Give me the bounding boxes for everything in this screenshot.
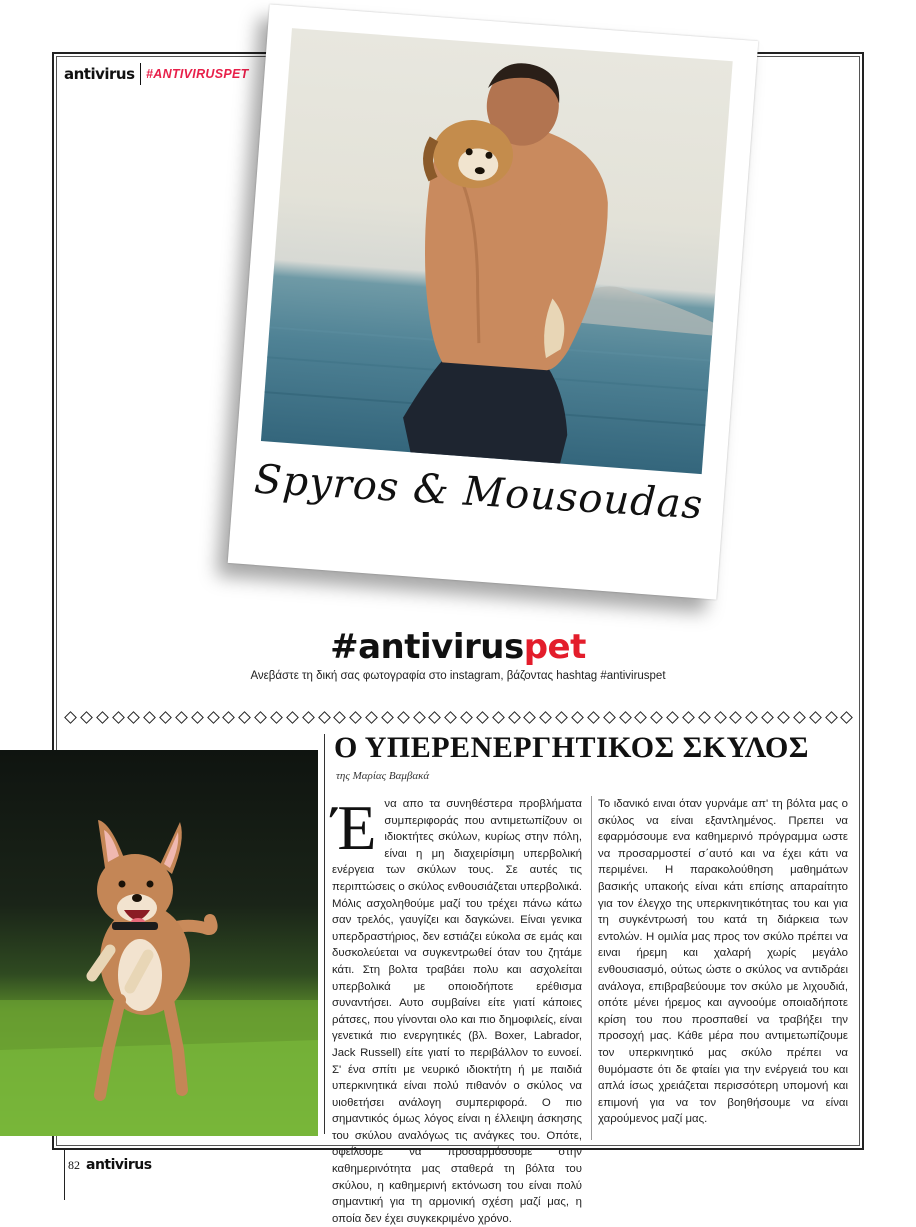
diamond-ornament xyxy=(809,711,822,724)
article-left-rule xyxy=(324,734,325,1134)
man-holding-dog-photo xyxy=(261,28,733,474)
footer-rule xyxy=(64,1150,65,1200)
diamond-ornament xyxy=(207,711,220,724)
article-column-2-text: Το ιδανικό ειναι όταν γυρνάμε απ' τη βόλτα μας ο σκύλος να είναι εξαντλημένος. Πρεπει να εφαρμόσουμε ενα καθημερινό πρόγραμμα ωστε να προσαρμοστεί σ΄αυτό και να έχει κάτι να περιμένει. Η παρακολούθηση μαθημάτων βασικής υπακοής είναι κάτι επίσης απαραίτητο για τον έλεγχο της υπερκινητικότητας του και για τη συγκέντρωσή του κατά τη διάρκεια των εντολών. Η ομιλία μας προς τον σκύλο πρέπει να ειναι ήρεμη και χαλαρή χωρίς μεγάλο ενθουσιασμό, ούτως ώστε ο σκύλος να αντιδράει ανάλογα, επιβραβεύουμε τον σκύλο με λιχουδιά, οπότε μένει ήρεμος και αγνοούμε οποιαδήποτε κρίση του που προσπαθεί να τραβήξει την προσοχή μας. Κάθε μέρα που αντιμετωπίζουμε τον υπερκινητικό μας σκύλο πρέπει να θυμόμαστε ότι δε φταίει για την ενέργειά του και απλά ίσως χρειάζεται περισσότερη υπομονή και επιμονή για να τον βοηθήσουμε να είναι χαρούμενος μαζί μας. xyxy=(598,798,848,1126)
article-column-1 xyxy=(332,792,582,1227)
diamond-ornament xyxy=(793,711,806,724)
diamond-ornament xyxy=(286,711,299,724)
section-header xyxy=(64,63,255,85)
running-dog-photo xyxy=(0,750,318,1136)
diamond-ornament xyxy=(112,711,125,724)
diamond-ornament xyxy=(777,711,790,724)
diamond-ornament xyxy=(476,711,489,724)
promo-hashtag xyxy=(0,627,916,667)
diamond-ornament xyxy=(270,711,283,724)
diamond-ornament xyxy=(571,711,584,724)
polaroid-caption: Spyros & Mousoudas xyxy=(252,456,705,529)
header-hashtag: #ANTIVIRUSPET xyxy=(146,67,249,81)
footer-brand: antivirus xyxy=(86,1157,152,1173)
diamond-ornament xyxy=(619,711,632,724)
diamond-ornament xyxy=(302,711,315,724)
diamond-ornament xyxy=(223,711,236,724)
diamond-ornament xyxy=(666,711,679,724)
article-column-1-text: να απο τα συνηθέστερα προβλήματα συμπεριφοράς που αντιμετωπίζουν οι ιδιοκτήτες σκύλων, κυρίως στην πόλη, είναι η μη διαχειρίσιμη υπερβολική ενέργεια των σκύλων τους. Σε αυτές τις περιπτώσεις ο σκύλος ενθουσιάζεται υπερβολικά. Μόλις ασχοληθούμε μαζί του τρέχει πάνω κάτω σαν τρελός, γαυγίζει και δαγκώνει. Είναι γενικα υπερδραστήριος, δεν εστιάζει εύκολα σε εμάς και δυσκολεύεται να συγκεντρωθεί όταν του ζητάμε κάτι. Στη βολτα τραβάει πολυ και ασχολείται υπερβολικά με οποιοδήποτε ερέθισμα συναντήσει. Αυτο συμβαίνει είτε γιατί κάποιες ράτσες, που γίνονται ολο και πιο δημοφιλείς, είναι γενετικά πιο ενεργητικές (βλ. Boxer, Labrador, Jack Russell) είτε γιατί το περιβάλλον το ευνοεί. Σ' ένα σπίτι με νευρικό ιδιοκτήτη ή με παιδιά υπερκινητικά είναι πολύ πιθανόν ο σκύλος να υιοθετήσει ανάλογη συμπεριφορά. Ο πιο σημαντικός όμως λόγος είναι η έλλειψη άσκησης του σκύλου αναλόγως τις ανάγκες του. Οπότε, οφείλουμε να προσαρμόσουμε στην καθημερινότητα μας σταθερά τη βόλτα του σκύλου, η καθημερινή εκτόνωση του είναι πολύ σημαντική για τη αρμονική σχέση μαζί μας, η οποία δεν έχει συγκεκριμένο χρόνο. xyxy=(332,798,582,1225)
promo-subline: Ανεβάστε τη δική σας φωτογραφία στο instagram, βάζοντας hashtag #antiviruspet xyxy=(250,670,666,682)
diamond-ornament xyxy=(587,711,600,724)
diamond-ornament xyxy=(159,711,172,724)
diamond-ornament xyxy=(381,711,394,724)
diamond-ornament xyxy=(650,711,663,724)
diamond-ornament xyxy=(682,711,695,724)
diamond-ornament xyxy=(429,711,442,724)
diamond-ornament xyxy=(508,711,521,724)
diamond-ornament xyxy=(555,711,568,724)
diamond-ornament xyxy=(349,711,362,724)
diamond-ornament xyxy=(539,711,552,724)
hashtag-antivirus: #antivirus xyxy=(330,627,524,667)
diamond-ornament xyxy=(175,711,188,724)
article-dropcap: Έ xyxy=(332,792,377,863)
diamond-ornament xyxy=(635,711,648,724)
diamond-ornament xyxy=(397,711,410,724)
diamond-divider xyxy=(64,709,854,725)
page-number: 82 xyxy=(68,1158,80,1172)
diamond-ornament xyxy=(96,711,109,724)
diamond-ornament xyxy=(460,711,473,724)
diamond-ornament xyxy=(238,711,251,724)
article-title: Ο ΥΠΕΡΕΝΕΡΓΗΤΙΚΟΣ ΣΚΥΛΟΣ xyxy=(334,731,809,764)
diamond-ornament xyxy=(698,711,711,724)
diamond-ornament xyxy=(318,711,331,724)
diamond-ornament xyxy=(191,711,204,724)
diamond-ornament xyxy=(745,711,758,724)
header-brand: antivirus xyxy=(64,65,135,83)
diamond-ornament xyxy=(64,711,77,724)
article-column-2 xyxy=(598,796,848,1128)
diamond-ornament xyxy=(333,711,346,724)
diamond-ornament xyxy=(492,711,505,724)
article-byline: της Μαρίας Βαμβακά xyxy=(336,770,430,782)
diamond-ornament xyxy=(128,711,141,724)
diamond-ornament xyxy=(524,711,537,724)
header-divider xyxy=(140,63,142,85)
column-divider xyxy=(591,796,592,1140)
diamond-ornament xyxy=(444,711,457,724)
diamond-ornament xyxy=(413,711,426,724)
polaroid-photo-card xyxy=(228,4,759,599)
hashtag-pet: pet xyxy=(523,627,586,667)
diamond-ornament xyxy=(840,711,853,724)
diamond-ornament xyxy=(730,711,743,724)
diamond-ornament xyxy=(603,711,616,724)
diamond-ornament xyxy=(825,711,838,724)
diamond-ornament xyxy=(365,711,378,724)
diamond-ornament xyxy=(714,711,727,724)
diamond-ornament xyxy=(761,711,774,724)
diamond-ornament xyxy=(254,711,267,724)
diamond-ornament xyxy=(80,711,93,724)
diamond-ornament xyxy=(143,711,156,724)
page-footer xyxy=(68,1157,152,1173)
